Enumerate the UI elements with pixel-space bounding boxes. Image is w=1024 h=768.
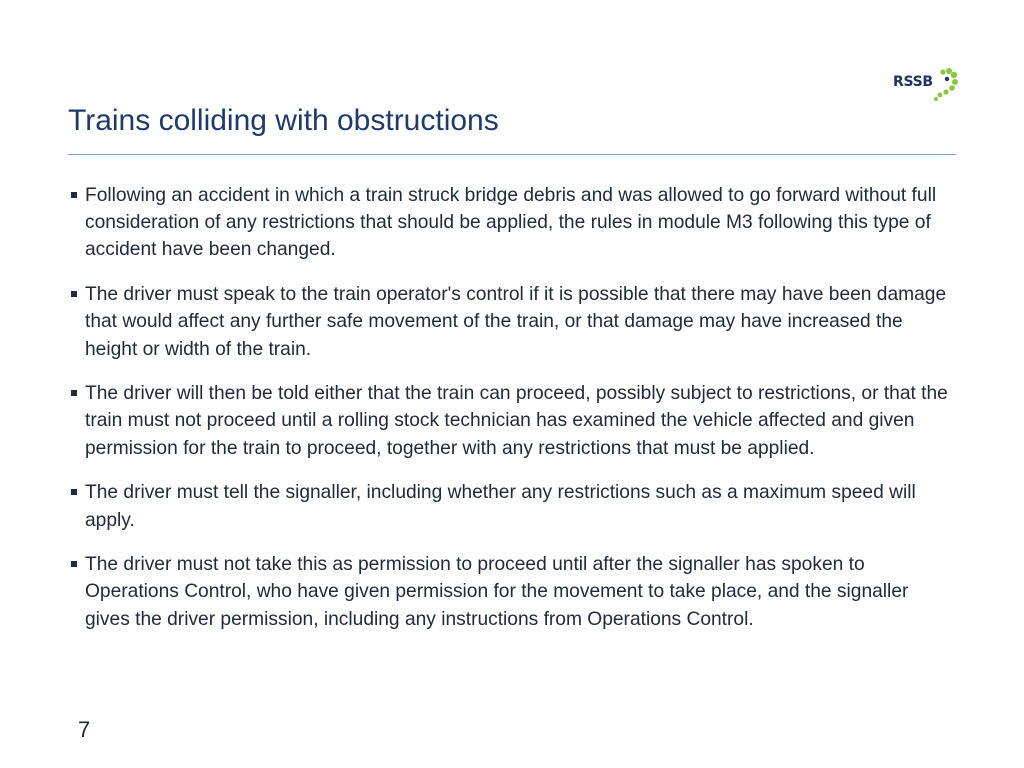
bullet-item — [68, 551, 958, 633]
square-bullet-icon — [71, 192, 77, 198]
square-bullet-icon — [71, 291, 77, 297]
logo-text: RSSB — [893, 74, 933, 90]
bullet-text: Following an accident in which a train struck bridge debris and was allowed to go forward without full consideration of any restrictions that should be applied, the rules in module M3 following this type of accident have been changed. — [85, 185, 937, 261]
square-bullet-icon — [71, 390, 77, 396]
title-divider — [68, 154, 956, 155]
bullet-list — [68, 182, 958, 650]
bullet-text: The driver must tell the signaller, including whether any restrictions such as a maximum speed will apply. — [85, 482, 916, 531]
bullet-item — [68, 182, 958, 264]
bullet-text: The driver must not take this as permission to proceed until after the signaller has spoken to Operations Control, who have given permission for the movement to take place, and the signaller gives the driver permission, including any instructions from Operations Control. — [85, 554, 909, 630]
bullet-item — [68, 281, 958, 363]
square-bullet-icon — [71, 489, 77, 495]
bullet-text: The driver will then be told either that the train can proceed, possibly subject to restrictions, or that the train must not proceed until a rolling stock technician has examined the vehicle affected and given permission for the train to proceed, together with any restrictions that must be applied. — [85, 383, 948, 459]
square-bullet-icon — [71, 561, 77, 567]
bullet-item — [68, 479, 958, 533]
bullet-text: The driver must speak to the train operator's control if it is possible that there may have been damage that would affect any further safe movement of the train, or that damage may have increased the height or width of the train. — [85, 284, 947, 360]
page-number: 7 — [78, 717, 91, 742]
slide-title: Trains colliding with obstructions — [68, 104, 499, 137]
logo-dots-icon — [893, 66, 959, 102]
rssb-logo — [893, 66, 959, 102]
bullet-item — [68, 380, 958, 462]
